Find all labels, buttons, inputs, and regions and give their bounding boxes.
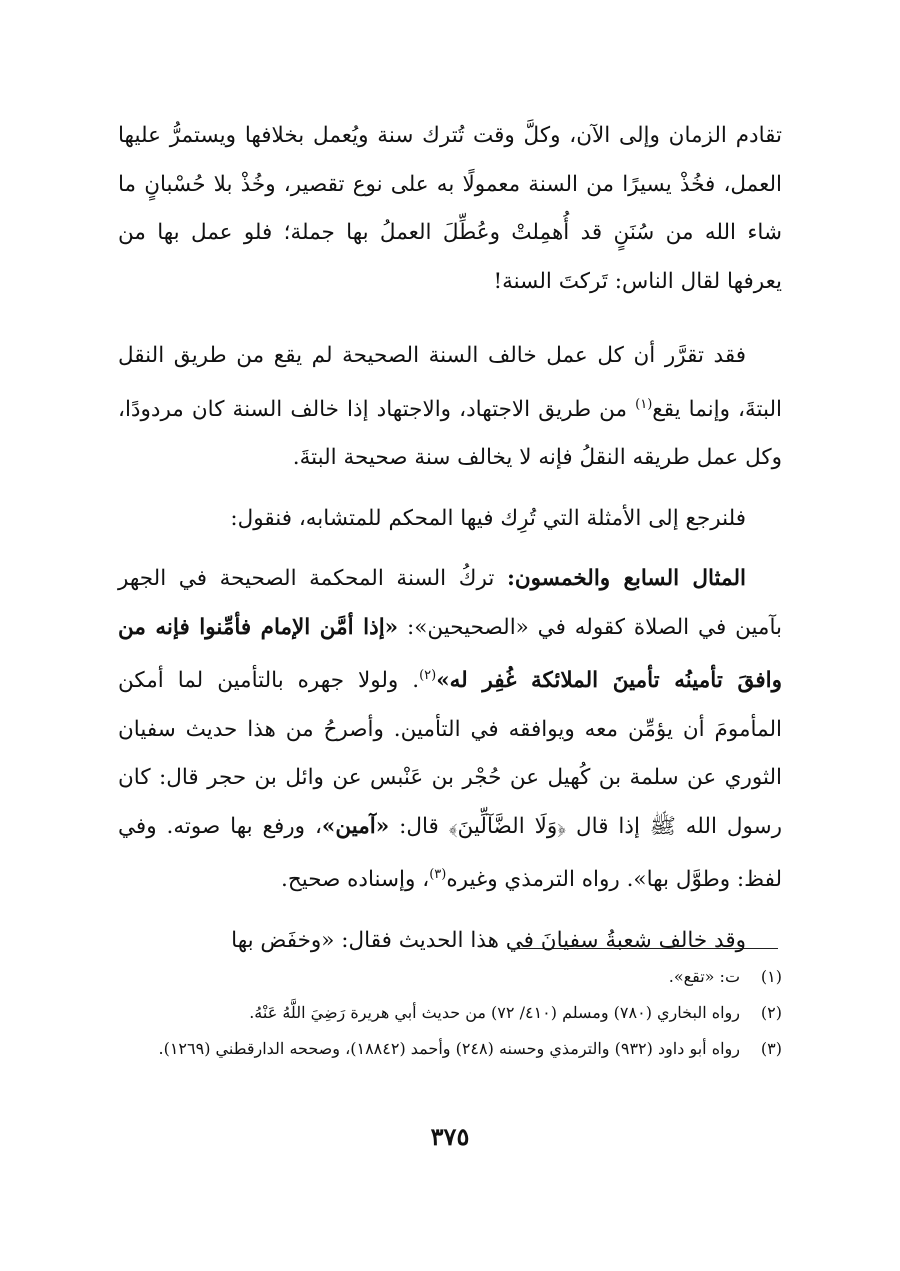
hadith-quote: «إذا أمَّن الإمام فأمِّنوا فإنه من وافقَ تأمينُه تأمينَ الملائكة غُفِر له» [118, 614, 783, 694]
footnotes [118, 960, 782, 1068]
paragraph-2 [118, 332, 782, 483]
footnote-2 [118, 996, 782, 1030]
footnote-text: ت: «تقع». [668, 967, 740, 986]
paragraph-4-text-b: . ولولا جهره بالتأمين لما أمكن المأمومَ أن يؤمِّن معه ويوافقه في التأمين. وأصرحُ من هذا حديث سفيان الثوري عن سلمة بن كُهيل عن حُجْر بن عَنْبس عن وائل بن حجر قال: كان رسول الله ﷺ إذا قال ﴿وَلَا الضَّآلِّينَ﴾ قال: [118, 668, 782, 839]
amin-quote: «آمين» [321, 813, 390, 839]
footnote-text: رواه أبو داود (٩٣٢) والترمذي وحسنه (٢٤٨) وأحمد (١٨٨٤٢)، وصححه الدارقطني (١٢٦٩). [158, 1039, 740, 1058]
paragraph-3 [118, 495, 782, 544]
page-number: ٣٧٥ [430, 1122, 470, 1151]
paragraph-5-text: وقد خالف شعبةُ سفيانَ في هذا الحديث فقال: «وخفَض بها [231, 927, 746, 953]
paragraph-1-text: تقادم الزمان وإلى الآن، وكلَّ وقت تُترك سنة ويُعمل بخلافها ويستمرُّ عليها العمل، فخُذْ يسيرًا من السنة معمولًا به على نوع تقصير، وخُذْ بلا حُسْبانٍ ما شاء الله من سُنَنٍ قد أُهمِلتْ وعُطِّلَ العملُ بها جملة؛ فلو عمل بها من يعرفها لقال الناس: تَركتَ السنة! [118, 123, 782, 294]
footnote-3 [118, 1032, 782, 1066]
footnote-ref-1: (١) [635, 396, 653, 412]
footnote-separator [508, 948, 778, 949]
paragraph-3-text: فلنرجع إلى الأمثلة التي تُرِك فيها المحكم للمتشابه، فنقول: [230, 505, 746, 531]
footnote-1 [118, 960, 782, 994]
paragraph-1 [118, 112, 782, 306]
paragraph-2-text-a: فقد تقرَّر أن كل عمل خالف السنة الصحيحة لم يقع من طريق النقل البتةَ، وإنما يقع [118, 343, 782, 422]
footnote-number: (٣) [760, 1039, 782, 1058]
paragraph-4 [118, 555, 782, 905]
paragraph-5 [118, 917, 782, 966]
example-heading: المثال السابع والخمسون: [506, 566, 747, 592]
paragraph-4-text-d: ، وإسناده صحيح. [281, 867, 430, 893]
paragraph-4-text-c: ، ورفع بها صوته. وفي لفظ: وطوَّل بها». رواه الترمذي وغيره [118, 813, 782, 893]
paragraph-4-text-a: تركُ السنة المحكمة الصحيحة في الجهر بآمين في الصلاة كقوله في «الصحيحين»: [118, 566, 782, 640]
footnote-ref-3: (٣) [429, 867, 447, 883]
main-text [118, 112, 782, 977]
footnote-ref-2: (٢) [419, 668, 437, 684]
paragraph-2-text-b: من طريق الاجتهاد، والاجتهاد إذا خالف السنة كان مردودًا، وكل عمل طريقه النقلُ فإنه لا يخالف سنة صحيحة البتةَ. [118, 396, 782, 471]
footnote-number: (١) [760, 967, 782, 986]
footnote-text: رواه البخاري (٧٨٠) ومسلم (٤١٠/ ٧٢) من حديث أبي هريرة رَضِيَ اللَّهُ عَنْهُ. [249, 1003, 740, 1022]
footnote-number: (٢) [760, 1003, 782, 1022]
